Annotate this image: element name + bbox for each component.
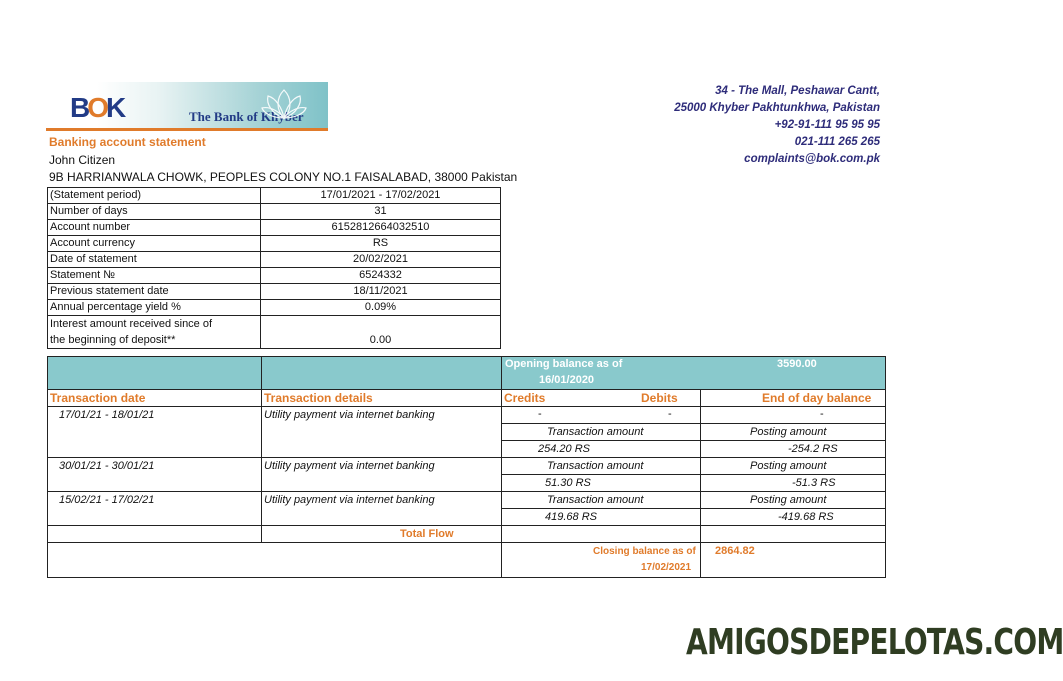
bank-name: The Bank of Khyber xyxy=(189,109,304,124)
info-label: Number of days xyxy=(48,204,261,220)
transaction-amount-label: Transaction amount xyxy=(547,426,644,438)
transaction-date: 30/01/21 - 30/01/21 xyxy=(59,460,155,472)
bank-phone-1: +92-91-111 95 95 95 xyxy=(774,119,880,131)
info-label: Account currency xyxy=(48,236,261,252)
watermark: AMIGOSDEPELOTAS.COM xyxy=(686,622,1063,663)
opening-balance-label: Opening balance as of xyxy=(505,358,623,370)
interest-label: Interest amount received since of the beginning of deposit** xyxy=(48,316,261,349)
closing-balance-label: Closing balance as of xyxy=(593,546,696,557)
header-end-of-day-balance: End of day balance xyxy=(762,391,872,405)
info-row xyxy=(48,188,501,204)
header-transaction-details: Transaction details xyxy=(264,391,373,405)
info-label: Statement № xyxy=(48,268,261,284)
total-flow-label: Total Flow xyxy=(400,528,454,540)
opening-balance-value: 3590.00 xyxy=(777,358,817,370)
info-row xyxy=(48,204,501,220)
opening-balance-band xyxy=(47,356,886,390)
info-label: Date of statement xyxy=(48,252,261,268)
info-value: 20/02/2021 xyxy=(261,252,501,268)
bank-address-line-2: 25000 Khyber Pakhtunkhwa, Pakistan xyxy=(674,102,880,114)
info-label: (Statement period) xyxy=(48,188,261,204)
transaction-amount: 51.30 RS xyxy=(545,477,591,489)
info-row xyxy=(48,268,501,284)
header-transaction-date: Transaction date xyxy=(50,391,146,405)
info-row xyxy=(48,220,501,236)
bank-logo-mark: BOK xyxy=(70,92,124,123)
info-row xyxy=(48,252,501,268)
transaction-details: Utility payment via internet banking xyxy=(264,409,435,421)
info-value: 0.09% xyxy=(261,300,501,316)
posting-amount-label: Posting amount xyxy=(750,426,827,438)
posting-amount: -419.68 RS xyxy=(778,511,834,523)
info-value: 17/01/2021 - 17/02/2021 xyxy=(261,188,501,204)
interest-value: 0.00 xyxy=(261,316,501,349)
info-row xyxy=(48,300,501,316)
transaction-details: Utility payment via internet banking xyxy=(264,494,435,506)
bank-email[interactable]: complaints@bok.com.pk xyxy=(744,153,880,165)
info-label: Previous statement date xyxy=(48,284,261,300)
debit-dash: - xyxy=(668,408,672,420)
posting-amount: -254.2 RS xyxy=(788,443,838,455)
lotus-icon xyxy=(262,86,306,122)
info-label: Annual percentage yield % xyxy=(48,300,261,316)
customer-address: 9B HARRIANWALA CHOWK, PEOPLES COLONY NO.1 FAISALABAD, 38000 Pakistan xyxy=(49,170,518,184)
header-credits: Credits xyxy=(504,391,546,405)
info-row xyxy=(48,284,501,300)
transaction-amount-label: Transaction amount xyxy=(547,460,644,472)
header-debits: Debits xyxy=(641,391,678,405)
statement-title: Banking account statement xyxy=(49,135,206,149)
info-label: Account number xyxy=(48,220,261,236)
opening-balance-date: 16/01/2020 xyxy=(539,374,595,386)
posting-amount-label: Posting amount xyxy=(750,460,827,472)
info-row-interest xyxy=(48,316,501,349)
closing-balance-date: 17/02/2021 xyxy=(641,562,692,573)
info-value: 31 xyxy=(261,204,501,220)
posting-amount-label: Posting amount xyxy=(750,494,827,506)
closing-balance-value: 2864.82 xyxy=(715,545,755,557)
transaction-date: 17/01/21 - 18/01/21 xyxy=(59,409,155,421)
logo-underline xyxy=(46,128,328,131)
bank-address-line-1: 34 - The Mall, Peshawar Cantt, xyxy=(715,85,880,97)
balance-dash: - xyxy=(820,408,824,420)
transaction-amount: 254.20 RS xyxy=(538,443,590,455)
transaction-amount: 419.68 RS xyxy=(545,511,597,523)
info-value: 18/11/2021 xyxy=(261,284,501,300)
info-value: RS xyxy=(261,236,501,252)
transaction-details: Utility payment via internet banking xyxy=(264,460,435,472)
statement-info-table xyxy=(47,187,501,349)
info-value: 6152812664032510 xyxy=(261,220,501,236)
posting-amount: -51.3 RS xyxy=(792,477,836,489)
transaction-amount-label: Transaction amount xyxy=(547,494,644,506)
bank-phone-2: 021-111 265 265 xyxy=(794,136,880,148)
info-row xyxy=(48,236,501,252)
transaction-date: 15/02/21 - 17/02/21 xyxy=(59,494,155,506)
info-value: 6524332 xyxy=(261,268,501,284)
transactions-table xyxy=(47,389,886,578)
customer-name: John Citizen xyxy=(49,153,116,167)
credit-dash: - xyxy=(538,408,542,420)
